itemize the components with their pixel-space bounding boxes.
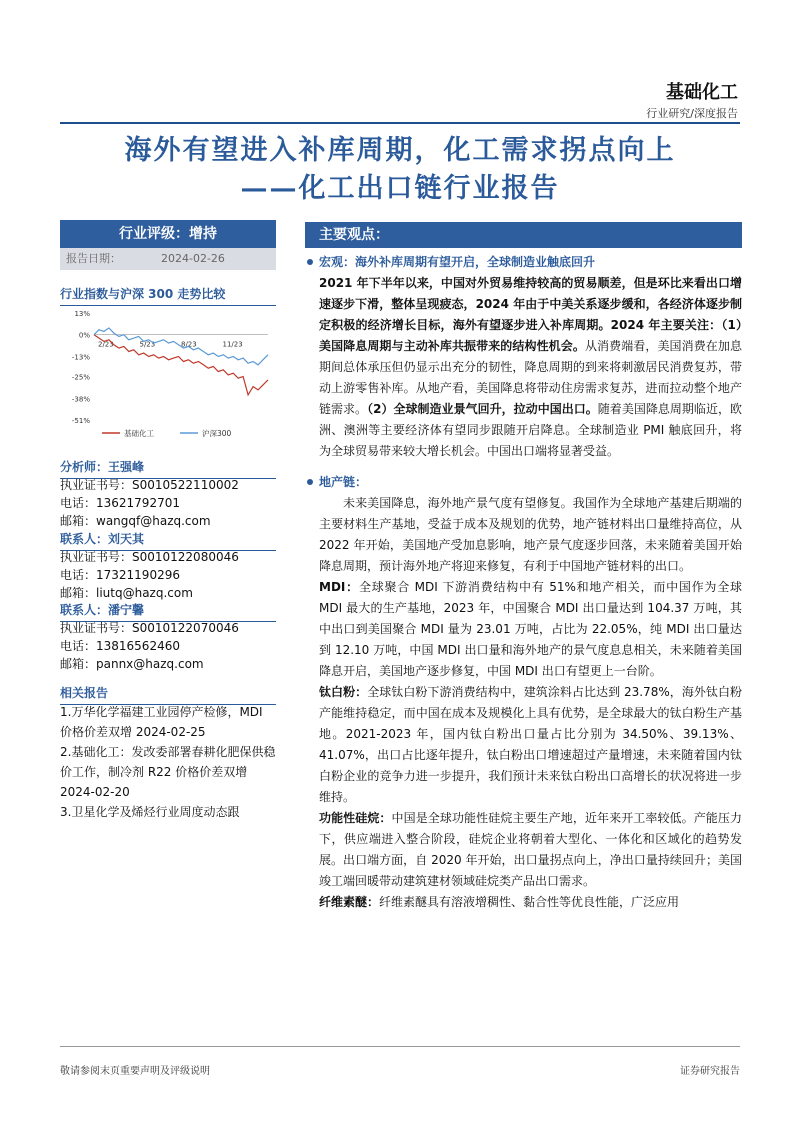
- legend-label: 沪深300: [202, 429, 232, 438]
- analyst-title: 分析师：王强峰: [60, 458, 276, 479]
- mdi-label: MDI：: [319, 580, 359, 594]
- date-value: 2024-02-26: [161, 252, 225, 265]
- cellulose-paragraph: [319, 892, 742, 913]
- contact1-cert: 执业证书号：S0010122080046: [60, 550, 239, 564]
- contact2-title: 联系人：潘宁馨: [60, 601, 276, 622]
- y-tick-label: 0%: [78, 331, 90, 340]
- contact2-email[interactable]: 邮箱：pannx@hazq.com: [60, 657, 204, 671]
- x-tick-label: 8/23: [181, 340, 197, 349]
- legend-label: 基础化工: [124, 429, 154, 438]
- mdi-paragraph: [319, 577, 742, 682]
- bullet-macro-head: [305, 252, 742, 273]
- y-tick-label: -25%: [71, 373, 90, 382]
- rating-badge: 行业评级：增持: [60, 220, 276, 248]
- cellulose-text: 纤维素醚具有溶液增稠性、黏合性等优良性能，广泛应用: [379, 895, 680, 909]
- bullet-icon: [307, 259, 313, 265]
- x-tick-label: 11/23: [222, 340, 243, 349]
- analyst-info: [60, 476, 276, 530]
- x-tick-label: 2/23: [98, 340, 114, 349]
- tio2-label: 钛白粉：: [319, 685, 368, 699]
- related-item[interactable]: 1.万华化学福建工业园停产检修，MDI 价格价差双增 2024-02-25: [60, 705, 263, 739]
- bullet-property-label: 地产链：: [319, 475, 368, 489]
- related-title: 相关报告: [60, 684, 276, 705]
- contact1-title: 联系人：刘天其: [60, 530, 276, 551]
- brand-title: 基础化工: [666, 82, 738, 103]
- footer-disclaimer: 敬请参阅末页重要声明及评级说明: [60, 1066, 210, 1077]
- x-tick-label: 5/23: [139, 340, 156, 349]
- bullet-macro-label: 宏观：海外补库周期有望开启，全球制造业触底回升: [319, 255, 596, 269]
- analyst-cert: 执业证书号：S0010522110002: [60, 478, 239, 492]
- tio2-text: 全球钛白粉下游消费结构中，建筑涂料占比达到 23.78%，海外钛白粉产能维持稳定，而中国在成本及规模化上具有优势，是全球最大的钛白粉生产基地。2021-2023 年，国内钛白粉出口量占比分别为 34.50%、39.13%、41.07%，出口占比逐年提升，钛白粉出口增速超过产量增速，未来随着国内钛白粉企业的竞争力进一步提升，我们预计未来钛白粉出口高增长的状况将进一步维持。: [319, 685, 742, 804]
- y-tick-label: 13%: [74, 310, 90, 318]
- contact2-cert: 执业证书号：S0010122070046: [60, 621, 239, 635]
- title-line-2: ——化工出口链行业报告: [240, 173, 560, 204]
- y-tick-label: -13%: [71, 353, 90, 362]
- index-chart: [60, 305, 276, 445]
- macro-text-2: 随着美国降息周期临近，欧洲、澳洲等主要经济体有望同步跟随开启降息。全球制造业 PMI 触底回升，将为全球贸易带来较大增长机会。中国出口端将显著受益。: [319, 402, 742, 458]
- silane-paragraph: [319, 808, 742, 892]
- y-tick-label: -51%: [71, 417, 90, 425]
- footer-divider: [60, 1046, 740, 1047]
- main-content: [305, 252, 742, 913]
- related-item[interactable]: 3.卫星化学及烯烃行业周度动态跟: [60, 805, 240, 819]
- title-line-1: 海外有望进入补库周期，化工需求拐点向上: [124, 135, 676, 166]
- mdi-text: 全球聚合 MDI 下游消费结构中有 51%和地产相关，而中国作为全球 MDI 最大的生产基地，2023 年，中国聚合 MDI 出口量达到 104.37 万吨，其中出口到美国聚合 MDI 量为 23.01 万吨，占比为 22.05%，纯 MDI 出口量达到 12.10 万吨，中国 MDI 出口量和海外地产的景气度息息相关，未来随着美国降息开启，美国地产逐步修复，中国 MDI 出口有望更上一台阶。: [319, 580, 742, 678]
- contact1-info: [60, 548, 276, 602]
- macro-bold-2: （2）全球制造业景气回升，拉动中国出口。: [367, 402, 598, 416]
- macro-text-1: 从消费端看，美国消费在加息期间总体承压但仍显示出充分的韧性，降息周期的到来将刺激居民消费复苏，带动上游零售补库。从地产看，美国降息将带动住房需求复苏，进而拉动整个地产链需求。: [319, 339, 742, 416]
- contact1-email[interactable]: 邮箱：liutq@hazq.com: [60, 586, 193, 600]
- macro-bold-1: 2021 年下半年以来，中国对外贸易维持较高的贸易顺差，但是环比来看出口增速逐步下滑，整体呈现疲态，2024 年由于中美关系逐步缓和，各经济体逐步制定积极的经济增长目标，海外有望逐步进入补库周期。2024 年主要关注：（1）美国降息周期与主动补库共振带来的结构性机会。: [319, 276, 742, 353]
- y-tick-label: -38%: [71, 395, 90, 404]
- related-list: [60, 702, 276, 822]
- contact1-phone: 电话：17321190296: [60, 568, 180, 582]
- analyst-email[interactable]: 邮箱：wangqf@hazq.com: [60, 514, 211, 528]
- bullet-property-head: [305, 472, 742, 493]
- tio2-paragraph: [319, 682, 742, 808]
- footer-label: 证券研究报告: [680, 1066, 740, 1077]
- macro-paragraph: [319, 273, 742, 462]
- bullet-icon: [307, 479, 313, 485]
- silane-text: 中国是全球功能性硅烷主要生产地，近年来开工率较低。产能压力下，供应端进入整合阶段，硅烷企业将朝着大型化、一体化和区域化的趋势发展。出口端方面，自 2020 年开始，出口量拐点向上，净出口量持续回升；美国竣工端回暖带动建筑建材领域硅烷类产品出口需求。: [319, 811, 742, 888]
- property-paragraph: 未来美国降息，海外地产景气度有望修复。我国作为全球地产基建后期端的主要材料生产基地，受益于成本及规划的优势，地产链材料出口量维持高位，从 2022 年开始，美国地产受加息影响，地产景气度逐步回落，未来随着美国开始降息周期，预计海外地产将迎来修复，有利于中国地产链材料的出口。: [319, 496, 742, 573]
- cellulose-label: 纤维素醚：: [319, 895, 380, 909]
- silane-label: 功能性硅烷：: [319, 811, 392, 825]
- analyst-phone: 电话：13621792701: [60, 496, 180, 510]
- contact2-phone: 电话：13816562460: [60, 639, 180, 653]
- related-item[interactable]: 2.基础化工：发改委部署春耕化肥保供稳价工作，制冷剂 R22 价格价差双增 2024-02-20: [60, 745, 276, 799]
- main-section-title: 主要观点：: [305, 222, 742, 248]
- report-date: [60, 248, 276, 270]
- chart-title: 行业指数与沪深 300 走势比较: [60, 285, 276, 306]
- index-chart-svg: [60, 305, 276, 445]
- date-label: 报告日期：: [66, 252, 121, 265]
- report-title: [60, 132, 740, 208]
- report-type: 行业研究/深度报告: [646, 107, 738, 120]
- contact2-info: [60, 619, 276, 673]
- header-divider: [60, 122, 740, 124]
